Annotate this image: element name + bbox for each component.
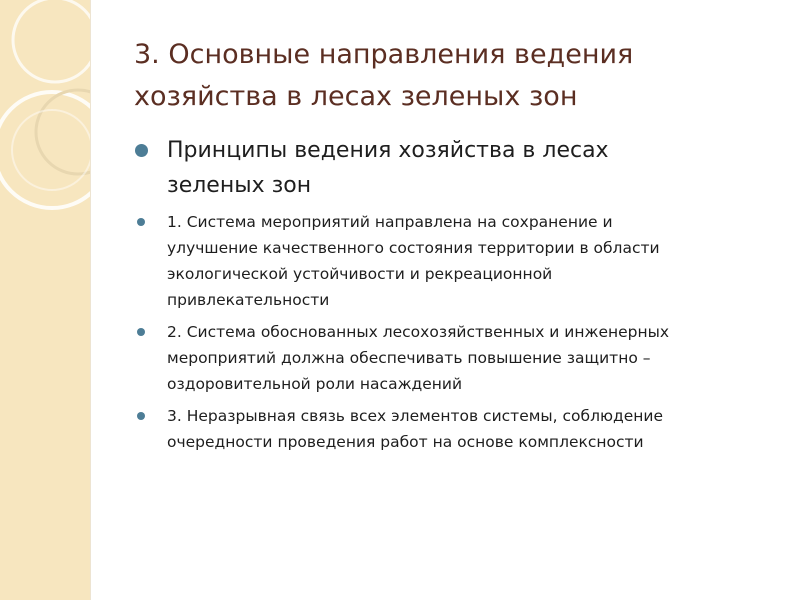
bullet-dot-icon xyxy=(137,328,145,336)
point-1-line-3: экологической устойчивости и рекреационной xyxy=(167,265,553,283)
point-item-3 xyxy=(134,403,774,455)
bullet-dot-icon xyxy=(137,218,145,226)
point-item-2 xyxy=(134,319,774,397)
band-divider xyxy=(90,0,91,600)
point-3-line-1: 3. Неразрывная связь всех элементов системы, соблюдение xyxy=(167,407,664,425)
heading-bullet-line-1: Принципы ведения хозяйства в лесах xyxy=(167,138,609,163)
point-1-line-2: улучшение качественного состояния территории в области xyxy=(167,239,660,257)
slide-title xyxy=(134,34,774,118)
point-1-line-1: 1. Система мероприятий направлена на сохранение и xyxy=(167,213,613,231)
slide-title-line-2: хозяйства в лесах зеленых зон xyxy=(134,81,578,112)
point-2-line-3: оздоровительной роли насаждений xyxy=(167,375,463,393)
heading-bullet-item xyxy=(134,133,774,203)
point-3-line-2: очередности проведения работ на основе комплексности xyxy=(167,433,644,451)
slide-title-line-1: 3. Основные направления ведения xyxy=(134,39,634,70)
point-2-line-2: мероприятий должна обеспечивать повышение защитно – xyxy=(167,349,651,367)
bullet-dot-icon xyxy=(137,412,145,420)
point-1-line-4: привлекательности xyxy=(167,291,330,309)
bullet-list xyxy=(134,133,774,461)
decorative-left-band xyxy=(0,0,90,600)
bullet-dot-icon xyxy=(135,144,148,157)
point-item-1 xyxy=(134,209,774,313)
point-2-line-1: 2. Система обоснованных лесохозяйственных и инженерных xyxy=(167,323,670,341)
decorative-rings-graphic xyxy=(0,0,90,600)
heading-bullet-line-2: зеленых зон xyxy=(167,173,312,198)
